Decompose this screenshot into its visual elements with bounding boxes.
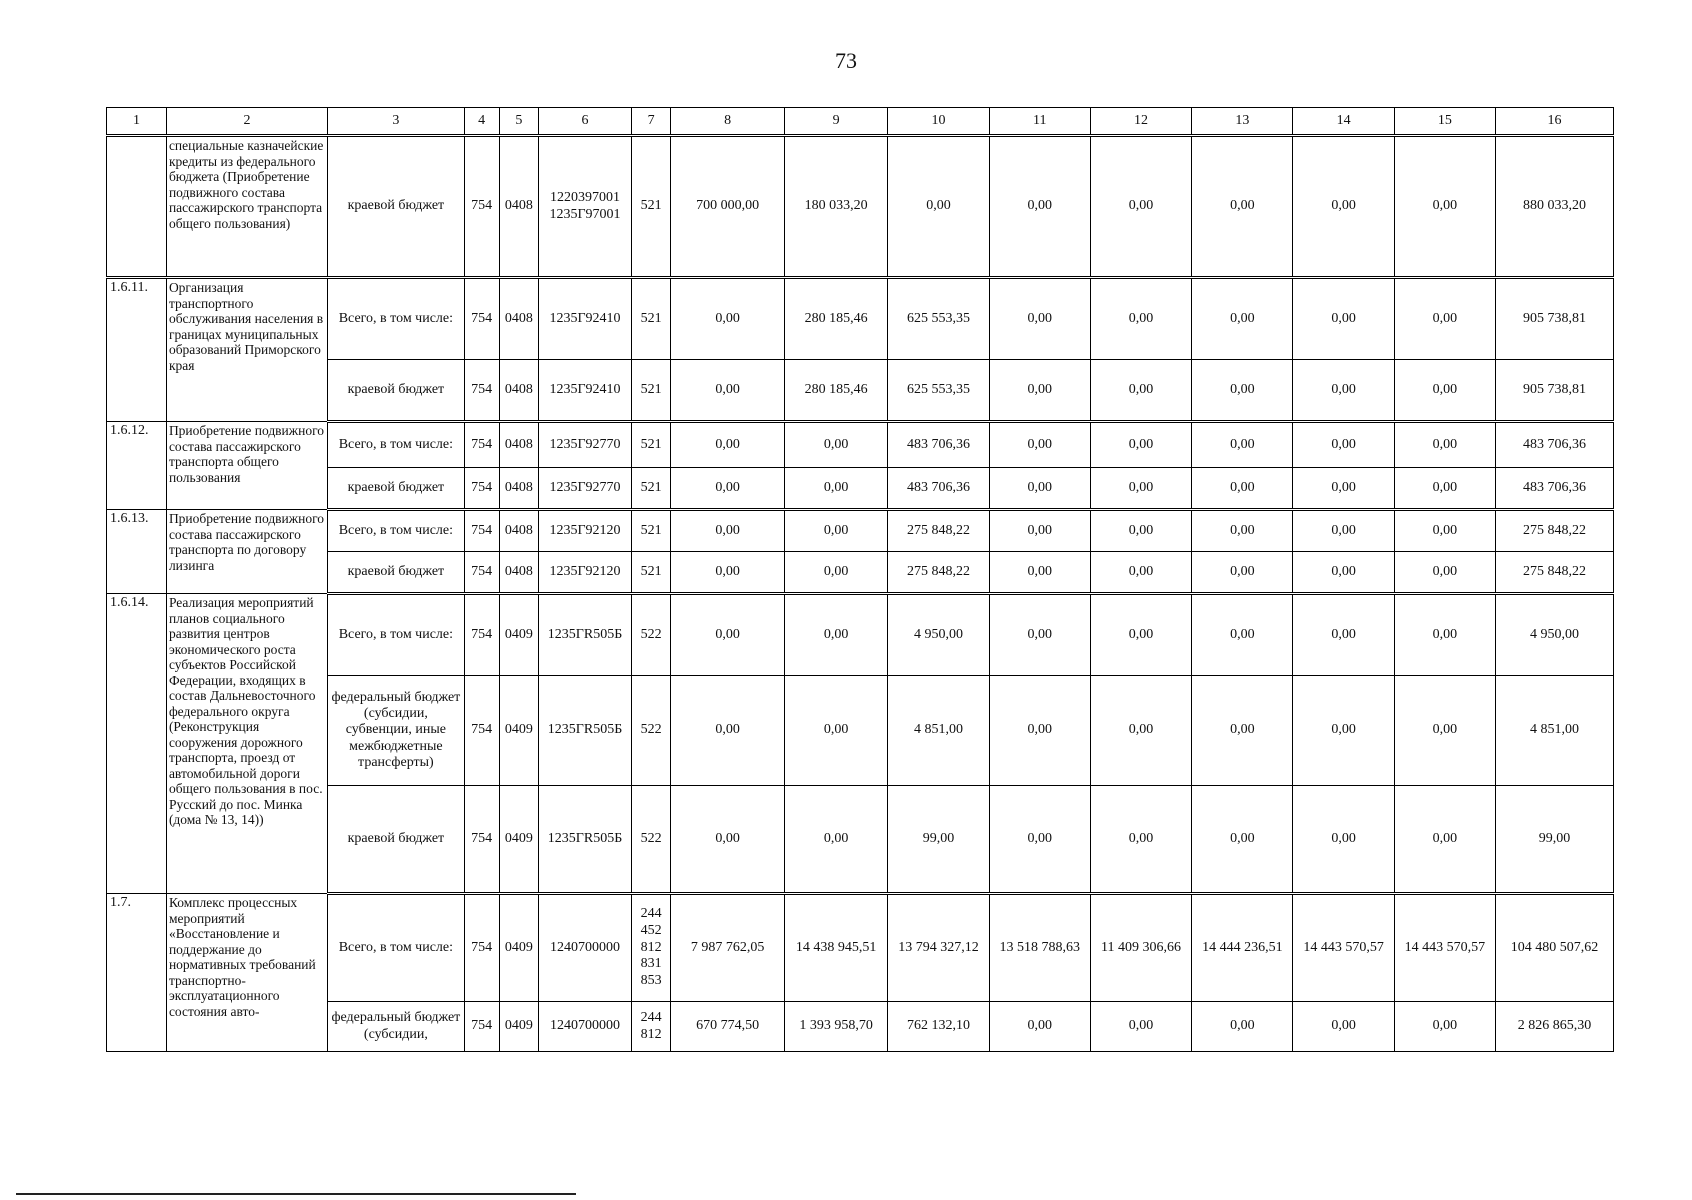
amount-cell: 0,00 [1090,510,1191,552]
target-code: 1235ГR505Б [539,594,632,676]
amount-cell: 14 444 236,51 [1192,894,1293,1002]
table-row [107,786,1614,894]
amount-cell: 905 738,81 [1496,360,1614,422]
col-num: 12 [1090,108,1191,136]
section-code: 0409 [499,894,538,1002]
amount-cell: 0,00 [1192,552,1293,594]
col-num: 9 [784,108,887,136]
amount-cell: 0,00 [1293,468,1394,510]
amount-cell: 2 826 865,30 [1496,1002,1614,1052]
amount-cell: 11 409 306,66 [1090,894,1191,1002]
amount-cell: 0,00 [671,360,785,422]
amount-cell: 0,00 [989,552,1090,594]
amount-cell: 0,00 [989,136,1090,278]
col-num: 7 [632,108,671,136]
funding-source: федеральный бюджет (субсидии, [328,1002,464,1052]
section-code: 0409 [499,594,538,676]
amount-cell: 99,00 [1496,786,1614,894]
funding-source: федеральный бюджет (субсидии, субвенции, иные межбюджетные трансферты) [328,676,464,786]
col-num: 10 [888,108,989,136]
table-row [107,894,1614,1002]
amount-cell: 0,00 [671,510,785,552]
expense-type-code: 522 [632,786,671,894]
target-code: 1235ГR505Б [539,786,632,894]
amount-cell: 180 033,20 [784,136,887,278]
amount-cell: 0,00 [989,422,1090,468]
col-num: 3 [328,108,464,136]
amount-cell: 0,00 [1090,786,1191,894]
expense-type-code: 521 [632,278,671,360]
amount-cell: 0,00 [1090,360,1191,422]
amount-cell: 0,00 [1394,676,1495,786]
amount-cell: 4 950,00 [1496,594,1614,676]
table-row [107,594,1614,676]
amount-cell: 0,00 [1090,278,1191,360]
item-name: Реализация мероприятий планов социального развития центров экономического роста субъектов Российской Федерации, входящих в состав Дальневосточного федерального округа (Реконструкция сооружения дорожного транспорта, проезд от автомобильной дороги общего пользования в пос. Русский до пос. Минка (дома № 13, 14)) [166,594,327,894]
amount-cell: 13 518 788,63 [989,894,1090,1002]
amount-cell: 0,00 [989,786,1090,894]
amount-cell: 0,00 [1090,468,1191,510]
amount-cell: 1 393 958,70 [784,1002,887,1052]
grbs-code: 754 [464,552,499,594]
col-num: 14 [1293,108,1394,136]
funding-source: краевой бюджет [328,468,464,510]
amount-cell: 14 443 570,57 [1394,894,1495,1002]
funding-source: краевой бюджет [328,360,464,422]
target-code: 1240700000 [539,894,632,1002]
amount-cell: 280 185,46 [784,278,887,360]
amount-cell: 0,00 [1192,676,1293,786]
amount-cell: 483 706,36 [1496,422,1614,468]
grbs-code: 754 [464,422,499,468]
amount-cell: 0,00 [1293,1002,1394,1052]
col-num: 15 [1394,108,1495,136]
section-code: 0408 [499,278,538,360]
col-num: 4 [464,108,499,136]
expense-type-code: 521 [632,552,671,594]
col-num: 16 [1496,108,1614,136]
grbs-code: 754 [464,136,499,278]
target-code: 1240700000 [539,1002,632,1052]
col-num: 5 [499,108,538,136]
amount-cell: 0,00 [989,510,1090,552]
section-code: 0408 [499,136,538,278]
grbs-code: 754 [464,278,499,360]
amount-cell: 0,00 [1090,676,1191,786]
funding-source: краевой бюджет [328,552,464,594]
item-number: 1.7. [107,894,167,1052]
expense-type-code: 244 812 [632,1002,671,1052]
amount-cell: 0,00 [784,676,887,786]
amount-cell: 0,00 [1293,136,1394,278]
grbs-code: 754 [464,1002,499,1052]
amount-cell: 0,00 [989,278,1090,360]
table-row [107,552,1614,594]
amount-cell: 0,00 [671,594,785,676]
amount-cell: 0,00 [1090,1002,1191,1052]
table-row [107,1002,1614,1052]
amount-cell: 275 848,22 [1496,552,1614,594]
expense-type-code: 521 [632,422,671,468]
amount-cell: 0,00 [1293,360,1394,422]
grbs-code: 754 [464,676,499,786]
amount-cell: 483 706,36 [888,468,989,510]
amount-cell: 670 774,50 [671,1002,785,1052]
section-code: 0409 [499,1002,538,1052]
expense-type-code: 521 [632,510,671,552]
col-num: 2 [166,108,327,136]
amount-cell: 280 185,46 [784,360,887,422]
funding-source: краевой бюджет [328,786,464,894]
section-code: 0408 [499,510,538,552]
target-code: 1235Г92120 [539,552,632,594]
expense-type-code: 521 [632,360,671,422]
amount-cell: 0,00 [784,510,887,552]
amount-cell: 483 706,36 [1496,468,1614,510]
amount-cell: 0,00 [671,422,785,468]
grbs-code: 754 [464,360,499,422]
column-number-row [107,108,1614,136]
target-code: 1235Г92410 [539,278,632,360]
item-number: 1.6.11. [107,278,167,422]
amount-cell: 99,00 [888,786,989,894]
amount-cell: 483 706,36 [888,422,989,468]
amount-cell: 0,00 [989,360,1090,422]
amount-cell: 0,00 [1293,278,1394,360]
amount-cell: 0,00 [1293,422,1394,468]
section-code: 0408 [499,422,538,468]
amount-cell: 0,00 [1394,786,1495,894]
item-number: 1.6.13. [107,510,167,594]
item-number: 1.6.14. [107,594,167,894]
amount-cell: 0,00 [1394,1002,1495,1052]
amount-cell: 0,00 [671,468,785,510]
amount-cell: 275 848,22 [888,552,989,594]
target-code: 1235Г92770 [539,468,632,510]
item-number [107,136,167,278]
amount-cell: 14 438 945,51 [784,894,887,1002]
amount-cell: 0,00 [1394,594,1495,676]
amount-cell: 0,00 [1090,136,1191,278]
amount-cell: 0,00 [1192,594,1293,676]
section-code: 0408 [499,552,538,594]
amount-cell: 4 851,00 [1496,676,1614,786]
section-code: 0409 [499,786,538,894]
funding-source: Всего, в том числе: [328,894,464,1002]
target-code: 1235ГR505Б [539,676,632,786]
amount-cell: 0,00 [989,468,1090,510]
item-name: Организация транспортного обслуживания населения в границах муниципальных образований Приморского края [166,278,327,422]
amount-cell: 0,00 [1293,510,1394,552]
expense-type-code: 522 [632,594,671,676]
amount-cell: 0,00 [784,468,887,510]
amount-cell: 275 848,22 [1496,510,1614,552]
target-code: 1235Г92120 [539,510,632,552]
table-row [107,360,1614,422]
target-code: 1220397001 1235Г97001 [539,136,632,278]
amount-cell: 0,00 [989,676,1090,786]
amount-cell: 625 553,35 [888,278,989,360]
amount-cell: 0,00 [1293,552,1394,594]
expense-type-code: 244 452 812 831 853 [632,894,671,1002]
amount-cell: 0,00 [1192,786,1293,894]
item-name: Приобретение подвижного состава пассажирского транспорта по договору лизинга [166,510,327,594]
amount-cell: 0,00 [1394,422,1495,468]
target-code: 1235Г92770 [539,422,632,468]
grbs-code: 754 [464,468,499,510]
amount-cell: 0,00 [784,594,887,676]
funding-source: Всего, в том числе: [328,510,464,552]
amount-cell: 0,00 [671,278,785,360]
amount-cell: 0,00 [1394,360,1495,422]
funding-source: краевой бюджет [328,136,464,278]
amount-cell: 625 553,35 [888,360,989,422]
expense-type-code: 521 [632,468,671,510]
grbs-code: 754 [464,510,499,552]
amount-cell: 762 132,10 [888,1002,989,1052]
amount-cell: 700 000,00 [671,136,785,278]
amount-cell: 0,00 [784,786,887,894]
amount-cell: 0,00 [989,1002,1090,1052]
funding-source: Всего, в том числе: [328,278,464,360]
amount-cell: 4 950,00 [888,594,989,676]
amount-cell: 275 848,22 [888,510,989,552]
page-number: 73 [835,48,857,73]
table-row [107,676,1614,786]
amount-cell: 0,00 [1293,676,1394,786]
amount-cell: 0,00 [1192,1002,1293,1052]
amount-cell: 0,00 [784,552,887,594]
amount-cell: 0,00 [888,136,989,278]
amount-cell: 0,00 [1192,468,1293,510]
item-name: специальные казначейские кредиты из федерального бюджета (Приобретение подвижного состава пассажирского транспорта общего пользования) [166,136,327,278]
amount-cell: 0,00 [784,422,887,468]
amount-cell: 0,00 [1090,422,1191,468]
amount-cell: 14 443 570,57 [1293,894,1394,1002]
item-name: Комплекс процессных мероприятий «Восстановление и поддержание до нормативных требований транспортно-эксплуатационного состояния авто- [166,894,327,1052]
amount-cell: 0,00 [671,676,785,786]
section-code: 0409 [499,676,538,786]
amount-cell: 7 987 762,05 [671,894,785,1002]
footer-rule [16,1193,576,1195]
table-row [107,136,1614,278]
amount-cell: 0,00 [1394,136,1495,278]
amount-cell: 0,00 [1192,510,1293,552]
amount-cell: 905 738,81 [1496,278,1614,360]
amount-cell: 0,00 [1192,136,1293,278]
col-num: 13 [1192,108,1293,136]
col-num: 6 [539,108,632,136]
amount-cell: 0,00 [1192,278,1293,360]
table-row [107,510,1614,552]
amount-cell: 0,00 [1293,594,1394,676]
expense-type-code: 522 [632,676,671,786]
item-number: 1.6.12. [107,422,167,510]
amount-cell: 0,00 [1394,468,1495,510]
amount-cell: 4 851,00 [888,676,989,786]
target-code: 1235Г92410 [539,360,632,422]
section-code: 0408 [499,360,538,422]
amount-cell: 0,00 [1192,360,1293,422]
amount-cell: 0,00 [1394,510,1495,552]
amount-cell: 0,00 [671,786,785,894]
funding-source: Всего, в том числе: [328,422,464,468]
amount-cell: 0,00 [671,552,785,594]
item-name: Приобретение подвижного состава пассажирского транспорта общего пользования [166,422,327,510]
amount-cell: 880 033,20 [1496,136,1614,278]
amount-cell: 13 794 327,12 [888,894,989,1002]
amount-cell: 0,00 [1394,278,1495,360]
funding-source: Всего, в том числе: [328,594,464,676]
amount-cell: 0,00 [989,594,1090,676]
col-num: 1 [107,108,167,136]
col-num: 11 [989,108,1090,136]
table-row [107,468,1614,510]
col-num: 8 [671,108,785,136]
grbs-code: 754 [464,894,499,1002]
grbs-code: 754 [464,594,499,676]
amount-cell: 104 480 507,62 [1496,894,1614,1002]
amount-cell: 0,00 [1192,422,1293,468]
section-code: 0408 [499,468,538,510]
table-row [107,278,1614,360]
amount-cell: 0,00 [1293,786,1394,894]
table-row [107,422,1614,468]
grbs-code: 754 [464,786,499,894]
amount-cell: 0,00 [1394,552,1495,594]
amount-cell: 0,00 [1090,594,1191,676]
budget-table [106,107,1614,1052]
expense-type-code: 521 [632,136,671,278]
amount-cell: 0,00 [1090,552,1191,594]
